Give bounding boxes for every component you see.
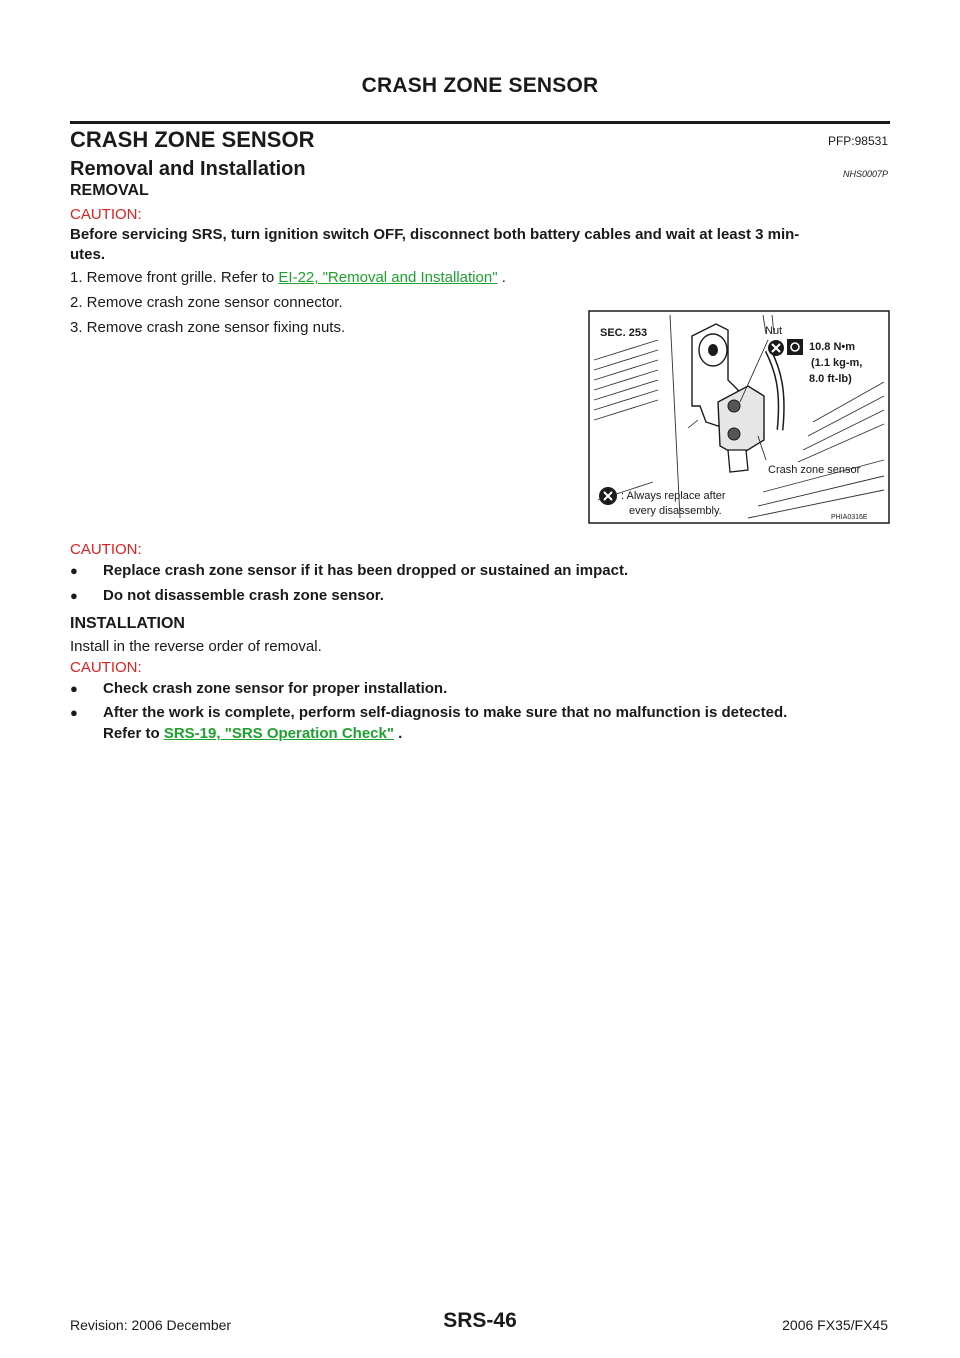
step-1-suffix: . bbox=[497, 269, 506, 286]
installation-item-2 bbox=[70, 702, 890, 746]
removal-caution-line1: Before servicing SRS, turn ignition switch OFF, disconnect both battery cables and wait at least 3 min- bbox=[70, 226, 800, 243]
footer-page-number: SRS-46 bbox=[443, 1309, 517, 1332]
installation-item-2-line1: After the work is complete, perform self-diagnosis to make sure that no malfunction is detected. bbox=[103, 704, 788, 721]
installation-caution-label: CAUTION: bbox=[70, 659, 142, 676]
sec-label: SEC. 253 bbox=[600, 327, 648, 339]
bullet-icon: ● bbox=[70, 705, 78, 720]
ei-22-link[interactable]: EI-22, "Removal and Installation" bbox=[278, 269, 498, 286]
legend-line2: every disassembly. bbox=[629, 505, 722, 517]
section-code: NHS0007P bbox=[842, 169, 888, 179]
replace-icon bbox=[768, 340, 784, 356]
running-header: CRASH ZONE SENSOR bbox=[361, 74, 599, 97]
installation-item-1-text: Check crash zone sensor for proper installation. bbox=[103, 680, 448, 697]
refer-to-text: Refer to bbox=[103, 725, 164, 742]
sensor-label: Crash zone sensor bbox=[768, 464, 861, 476]
installation-item-1 bbox=[70, 678, 890, 700]
removal-step-2: 2. Remove crash zone sensor connector. bbox=[70, 294, 343, 311]
bullet-icon: ● bbox=[70, 563, 78, 578]
removal-caution-label: CAUTION: bbox=[70, 206, 142, 223]
nut-upper bbox=[728, 400, 740, 412]
removal-step-1 bbox=[70, 267, 890, 288]
removal-caution2-label: CAUTION: bbox=[70, 541, 142, 558]
link-suffix: . bbox=[393, 725, 403, 742]
removal-step-3: 3. Remove crash zone sensor fixing nuts. bbox=[70, 319, 346, 336]
figure-id: PHIA0316E bbox=[831, 514, 868, 521]
srs-19-link[interactable]: SRS-19, "SRS Operation Check" bbox=[163, 725, 394, 742]
nut-lower bbox=[728, 428, 740, 440]
removal-caution-line2: utes. bbox=[70, 246, 106, 263]
installation-text: Install in the reverse order of removal. bbox=[70, 638, 322, 655]
installation-item-2-line2 bbox=[103, 723, 890, 744]
caution2-item-2-text: Do not disassemble crash zone sensor. bbox=[103, 587, 384, 604]
caution2-item-1-text: Replace crash zone sensor if it has been dropped or sustained an impact. bbox=[103, 562, 629, 579]
bullet-icon: ● bbox=[70, 681, 78, 696]
torque-line1: 10.8 N•m bbox=[809, 341, 856, 353]
bracket-hole bbox=[708, 344, 718, 356]
legend-line1: : Always replace after bbox=[621, 490, 726, 502]
caution2-item-1 bbox=[70, 560, 890, 582]
step-1-text: 1. Remove front grille. Refer to bbox=[70, 269, 279, 286]
connector bbox=[728, 450, 748, 472]
header-rule bbox=[70, 121, 890, 124]
legend-replace-icon bbox=[599, 487, 617, 505]
section-title: CRASH ZONE SENSOR bbox=[70, 127, 315, 152]
caution2-item-2 bbox=[70, 585, 890, 607]
subsection-title: Removal and Installation bbox=[70, 158, 306, 180]
nut-label: Nut bbox=[765, 325, 783, 337]
torque-wrench-icon bbox=[787, 339, 803, 355]
crash-zone-sensor-figure bbox=[588, 310, 890, 524]
bullet-icon: ● bbox=[70, 588, 78, 603]
removal-heading: REMOVAL bbox=[70, 182, 149, 199]
footer-model: 2006 FX35/FX45 bbox=[782, 1317, 888, 1333]
pfp-code: PFP:98531 bbox=[827, 134, 888, 148]
footer-revision: Revision: 2006 December bbox=[70, 1317, 232, 1333]
torque-line3: 8.0 ft-lb) bbox=[809, 373, 852, 385]
torque-line2: (1.1 kg-m, bbox=[811, 357, 863, 369]
installation-heading: INSTALLATION bbox=[70, 615, 185, 632]
